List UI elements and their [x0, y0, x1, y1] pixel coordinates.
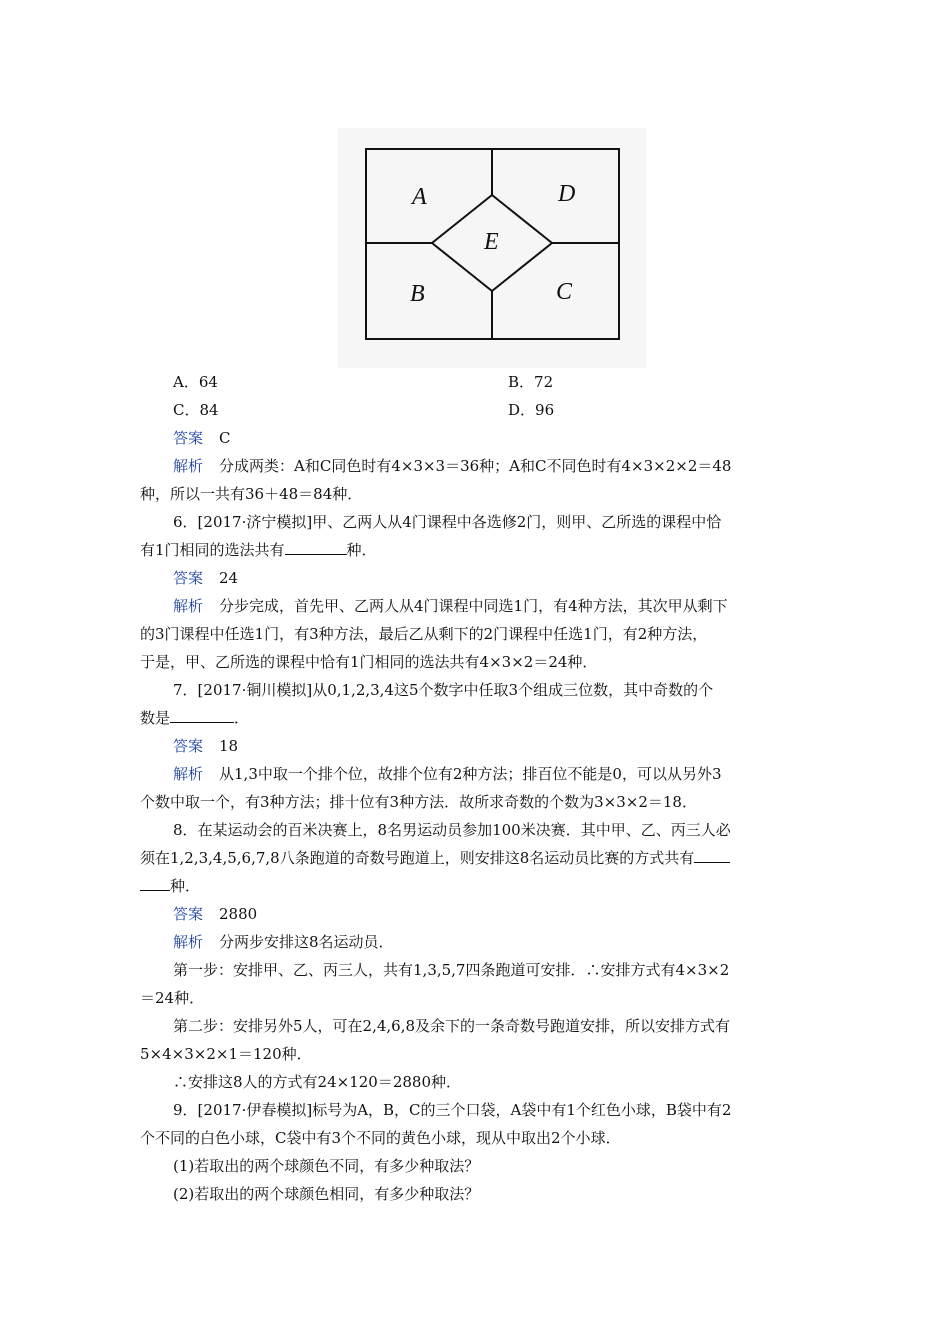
q8-blank-part2 [140, 876, 170, 891]
q8-step2: 第二步：安排另外5人，可在2,4,6,8及余下的一条奇数号跑道安排，所以安排方式有 [173, 1017, 731, 1035]
q7-stem: 7．[2017·铜川模拟]从0,1,2,3,4这5个数字中任取3个组成三位数，其中奇数的个 [173, 681, 714, 699]
region-label-a: A [412, 184, 427, 210]
q5-analysis-cont: 种，所以一共有36＋48＝84种． [140, 485, 363, 503]
q8-stem-cont-2 [140, 876, 820, 896]
answer-value: 18 [219, 737, 239, 755]
q8-step1-cont: ＝24种． [140, 989, 205, 1007]
option-a: A．64 [173, 373, 218, 391]
q6-answer [173, 568, 853, 588]
analysis-tag: 解析 [173, 765, 204, 783]
q7-analysis-cont: 个数中取一个，有3种方法；排十位有3种方法．故所求奇数的个数为3×3×2＝18． [140, 793, 697, 811]
q9-stem-cont: 个不同的白色小球，C袋中有3个不同的黄色小球，现从中取出2个小球． [140, 1129, 621, 1147]
answer-value: 2880 [219, 905, 258, 923]
answer-tag: 答案 [173, 429, 204, 447]
q8-stem-text: 须在1,2,3,4,5,6,7,8八条跑道的奇数号跑道上，则安排这8名运动员比赛的方式共有 [140, 849, 695, 867]
answer-tag: 答案 [173, 905, 204, 923]
q6-stem: 6．[2017·济宁模拟]甲、乙两人从4门课程中各选修2门，则甲、乙所选的课程中恰 [173, 513, 722, 531]
q9-part-1: (1)若取出的两个球颜色不同，有多少种取法？ [173, 1157, 480, 1175]
region-label-e: E [484, 229, 499, 255]
q8-stem-cont-1 [140, 848, 820, 868]
region-label-b: B [410, 281, 425, 307]
answer-value: 24 [219, 569, 239, 587]
analysis-tag: 解析 [173, 933, 204, 951]
answer-value: C [219, 429, 231, 447]
answer-tag: 答案 [173, 569, 204, 587]
analysis-text: 分两步安排这8名运动员． [219, 933, 394, 951]
region-label-d: D [558, 181, 576, 207]
option-c: C．84 [173, 401, 219, 419]
q8-conclusion: ∴安排这8人的方式有24×120＝2880种． [173, 1073, 462, 1091]
analysis-tag: 解析 [173, 597, 204, 615]
q8-answer [173, 904, 853, 924]
q7-stem-text: 数是 [140, 709, 171, 727]
q7-answer [173, 736, 853, 756]
option-b: B．72 [508, 373, 554, 391]
q6-stem-text: 有1门相同的选法共有 [140, 541, 285, 559]
q5-answer [173, 428, 853, 448]
analysis-text: 从1,3中取一个排个位，故排个位有2种方法；排百位不能是0，可以从另外3 [219, 765, 722, 783]
analysis-text: 分步完成，首先甲、乙两人从4门课程中同选1门，有4种方法，其次甲从剩下 [219, 597, 728, 615]
q6-stem-unit: 种． [346, 541, 377, 559]
q8-step2-cont: 5×4×3×2×1＝120种． [140, 1045, 312, 1063]
q8-stem-unit: 种． [170, 877, 201, 895]
q5-analysis [173, 456, 853, 476]
q6-analysis-cont-2: 于是，甲、乙所选的课程中恰有1门相同的选法共有4×3×2＝24种． [140, 653, 598, 671]
q6-analysis [173, 596, 853, 616]
q7-analysis [173, 764, 853, 784]
analysis-tag: 解析 [173, 457, 204, 475]
q7-blank [170, 708, 234, 723]
region-label-c: C [556, 279, 573, 305]
q8-step1: 第一步：安排甲、乙、丙三人，共有1,3,5,7四条跑道可安排．∴安排方式有4×3×2 [173, 961, 730, 979]
analysis-text: 分成两类：A和C同色时有4×3×3＝36种；A和C不同色时有4×3×2×2＝48 [219, 457, 732, 475]
q9-stem: 9．[2017·伊春模拟]标号为A，B，C的三个口袋，A袋中有1个红色小球，B袋中有2 [173, 1101, 732, 1119]
q8-stem: 8．在某运动会的百米决赛上，8名男运动员参加100米决赛．其中甲、乙、丙三人必 [173, 821, 731, 839]
q6-blank [285, 540, 347, 555]
answer-tag: 答案 [173, 737, 204, 755]
q9-part-2: (2)若取出的两个球颜色相同，有多少种取法？ [173, 1185, 480, 1203]
option-d: D．96 [508, 401, 555, 419]
q7-stem-end: ． [234, 709, 250, 727]
q8-blank-part1 [694, 848, 730, 863]
region-diagram [338, 128, 646, 368]
q8-analysis [173, 932, 853, 952]
q7-stem-cont [140, 708, 820, 728]
q6-analysis-cont-1: 的3门课程中任选1门，有3种方法，最后乙从剩下的2门课程中任选1门，有2种方法， [140, 625, 708, 643]
q6-stem-cont [140, 540, 820, 560]
